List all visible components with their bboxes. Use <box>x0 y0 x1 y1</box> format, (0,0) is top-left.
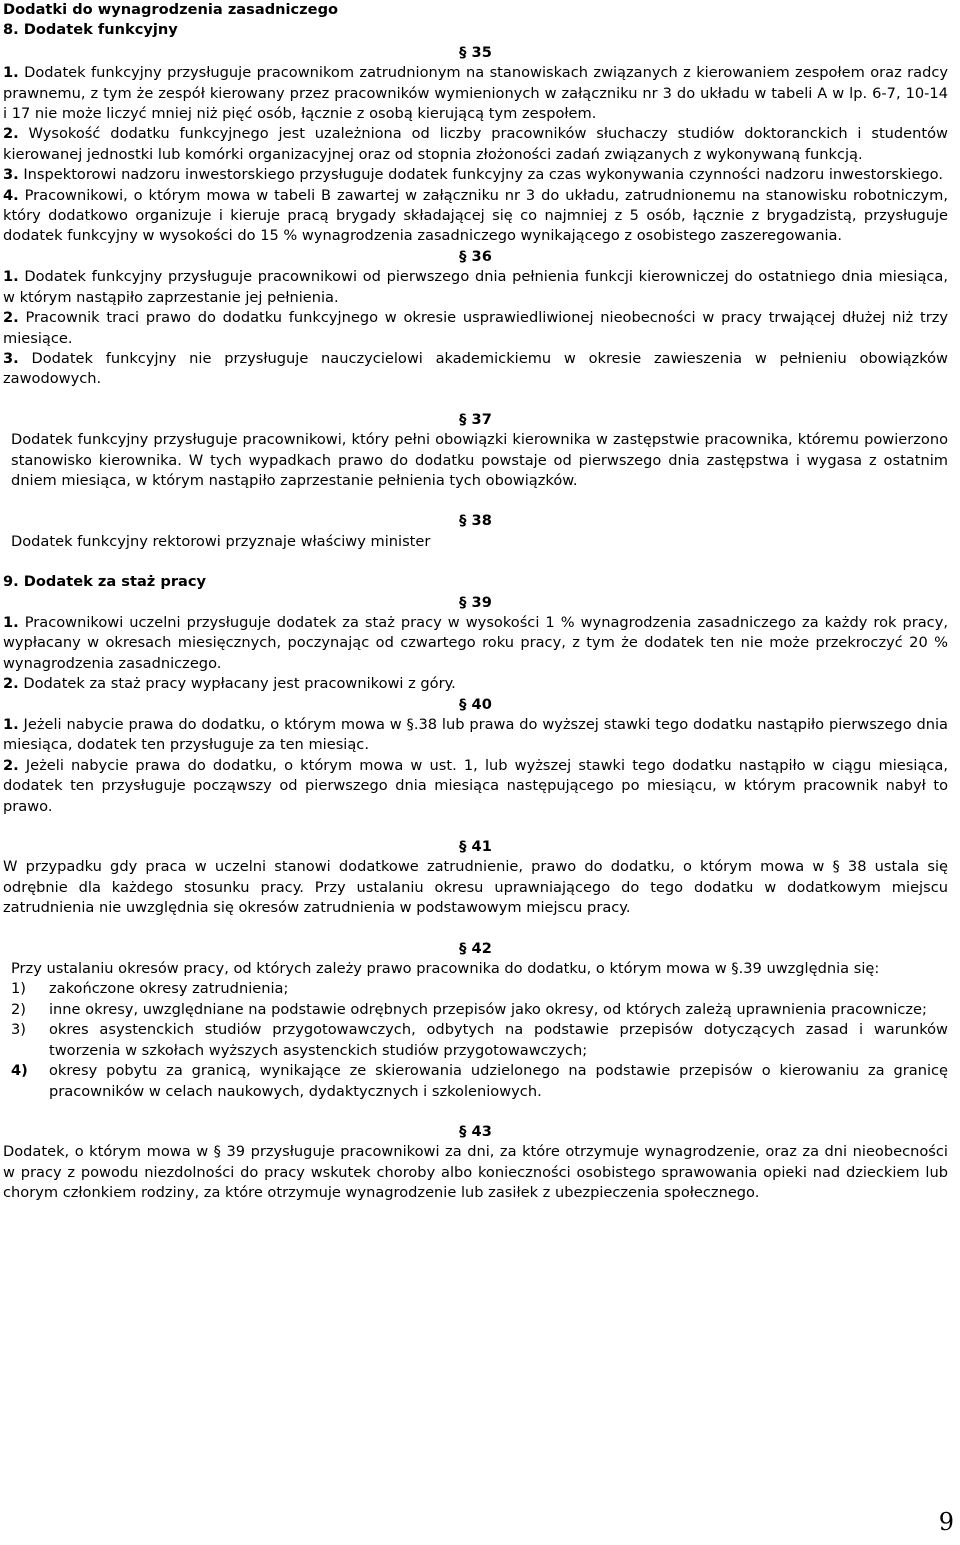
section-38-title: § 38 <box>459 512 492 530</box>
paragraph-36-3: 3. Dodatek funkcyjny nie przysługuje nauczycielowi akademickiemu w okresie zawieszenia w pełnieniu obowiązków zawodowych. <box>3 349 948 388</box>
list-item: 4) okresy pobytu za granicą, wynikające ze skierowania udzielonego na podstawie przepisów o kierowaniu za granicę pracowników w celach naukowych, dydaktycznych i szkoleniowych. <box>11 1062 948 1100</box>
section-36-title: § 36 <box>459 247 492 265</box>
item-number: 2. <box>3 125 19 143</box>
item-number: 2. <box>3 309 19 327</box>
paragraph-43: Dodatek, o którym mowa w § 39 przysługuje pracownikowi za dni, za które otrzymuje wynagrodzenie, oraz za dni nieobecności w pracy z powodu niezdolności do pracy wskutek choroby albo konieczności osobistego sprawowania opieki nad dzieckiem lub chorym członkiem rodziny, za które otrzymuje wynagrodzenie lub zasiłek z ubezpieczenia społecznego. <box>3 1143 948 1202</box>
paragraph-35-3: 3. Inspektorowi nadzoru inwestorskiego przysługuje dodatek funkcyjny za czas wykonywania czynności nadzoru inwestorskiego. <box>3 166 943 184</box>
section-41-title: § 41 <box>459 838 492 856</box>
list-item: 3) okres asystenckich studiów przygotowawczych, odbytych na podstawie przepisów dotyczących zasad i warunków tworzenia w szkołach wyższych asystenckich studiów przygotowawczych; <box>11 1021 948 1059</box>
heading-additions: Dodatki do wynagrodzenia zasadniczego <box>3 1 339 18</box>
item-number: 1. <box>3 716 19 733</box>
list-item: 1) zakończone okresy zatrudnienia; <box>11 980 289 998</box>
page-number: 9 <box>938 1508 954 1536</box>
section-43-title: § 43 <box>459 1122 492 1140</box>
item-number: 2. <box>3 675 19 693</box>
paragraph-41: W przypadku gdy praca w uczelni stanowi dodatkowe zatrudnienie, prawo do dodatku, o którym mowa w § 38 ustala się odrębnie dla każdego stosunku pracy. Przy ustalaniu okresu uprawniającego do tego dodatku w dodatkowym miejscu zatrudnienia nie uwzględnia się okresów zatrudnienia w podstawowym miejscu pracy. <box>3 858 948 917</box>
paragraph-36-2: 2. Pracownik traci prawo do dodatku funkcyjnego w okresie usprawiedliwionej nieobecności w pracy trwającej dłużej niż trzy miesiące. <box>3 309 948 347</box>
paragraph-35-2: 2. Wysokość dodatku funkcyjnego jest uzależniona od liczby pracowników słuchaczy studiów doktoranckich i studentów kierowanej jednostki lub komórki organizacyjnej oraz od stopnia złożoności zadań związanych z wykonywaną funkcją. <box>3 125 948 163</box>
item-number: 2. <box>3 756 19 774</box>
heading-functional-allowance: 8. Dodatek funkcyjny <box>3 21 178 39</box>
item-number: 1. <box>3 64 19 82</box>
list-item: 2) inne okresy, uwzględniane na podstawie odrębnych przepisów jako okresy, od których zależą uprawnienia pracownicze; <box>11 1000 927 1018</box>
paragraph-40-2: 2. Jeżeli nabycie prawa do dodatku, o którym mowa w ust. 1, lub wyższej stawki tego dodatku nastąpiło w ciągu miesiąca, dodatek ten przysługuje począwszy od pierwszego dnia miesiąca następującego po miesiącu, w którym pracownik nabył to prawo. <box>3 756 948 815</box>
document-page <box>3 0 948 1204</box>
paragraph-40-1: 1. Jeżeli nabycie prawa do dodatku, o którym mowa w §.38 lub prawa do wyższej stawki tego dodatku nastąpiło pierwszego dnia miesiąca, dodatek ten przysługuje za ten miesiąc. <box>3 716 948 754</box>
section-37-title: § 37 <box>459 410 492 428</box>
paragraph-38: Dodatek funkcyjny rektorowi przyznaje właściwy minister <box>11 532 431 550</box>
item-number: 1. <box>3 268 19 286</box>
paragraph-35-1: 1. Dodatek funkcyjny przysługuje pracownikom zatrudnionym na stanowiskach związanych z kierowaniem zespołem oraz radcy prawnemu, z tym że zespół kierowany przez pracowników wymienionych w załączniku nr 3 do układu w tabeli A w lp. 6-7, 10-14 i 17 nie może liczyć mniej niż pięć osób, łącznie z osobą kierującą tym zespołem. <box>3 64 948 123</box>
item-number: 4. <box>3 186 19 204</box>
item-number: 1. <box>3 613 19 631</box>
section-40-title: § 40 <box>459 695 492 713</box>
section-39-title: § 39 <box>459 593 492 611</box>
section-42-title: § 42 <box>459 939 492 957</box>
list-42 <box>3 979 948 1101</box>
paragraph-36-1: 1. Dodatek funkcyjny przysługuje pracownikowi od pierwszego dnia pełnienia funkcji kierowniczej do ostatniego dnia miesiąca, w którym nastąpiło zaprzestanie jej pełnienia. <box>3 268 948 306</box>
item-number: 3. <box>3 349 19 367</box>
paragraph-39-1: 1. Pracownikowi uczelni przysługuje dodatek za staż pracy w wysokości 1 % wynagrodzenia zasadniczego za każdy rok pracy, wypłacany w okresach miesięcznych, poczynając od czwartego roku pracy, z tym że dodatek ten nie może przekroczyć 20 % wynagrodzenia zasadniczego. <box>3 613 948 672</box>
paragraph-37: Dodatek funkcyjny przysługuje pracownikowi, który pełni obowiązki kierownika w zastępstwie pracownika, któremu powierzono stanowisko kierownika. W tych wypadkach prawo do dodatku powstaje od pierwszego dnia zastępstwa i wygasa z ostatnim dniem miesiąca, w którym nastąpiło zaprzestanie pełnienia tych obowiązków. <box>11 431 948 489</box>
paragraph-39-2: 2. Dodatek za staż pracy wypłacany jest pracownikowi z góry. <box>3 675 456 693</box>
item-number: 3. <box>3 166 19 184</box>
heading-seniority-allowance: 9. Dodatek za staż pracy <box>3 573 207 591</box>
section-35-title: § 35 <box>459 43 492 61</box>
paragraph-42-intro: Przy ustalaniu okresów pracy, od których zależy prawo pracownika do dodatku, o którym mowa w §.39 uwzględnia się: <box>11 960 880 978</box>
paragraph-35-4: 4. Pracownikowi, o którym mowa w tabeli B zawartej w załączniku nr 3 do układu, zatrudnionemu na stanowisku robotniczym, który dodatkowo organizuje i kieruje pracą brygady składającej się co najmniej z 5 osób, łącznie z brygadzistą, przysługuje dodatek funkcyjny w wysokości do 15 % wynagrodzenia zasadniczego wynikającego z osobistego zaszeregowania. <box>3 186 948 245</box>
